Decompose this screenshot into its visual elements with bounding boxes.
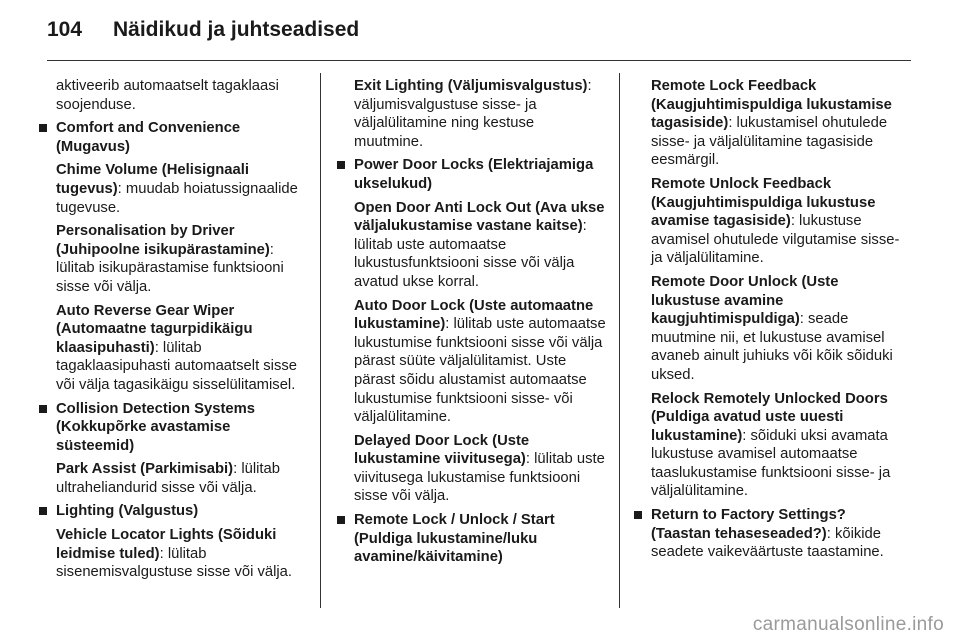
setting-description: : muudab hoiatussignaalide tugevuse.	[56, 180, 298, 216]
setting-term: Return to Factory Settings? (Taastan tehaseseaded?)	[651, 507, 846, 542]
page-header	[0, 0, 960, 62]
page-title: Näidikud ja juhtseadised	[113, 18, 360, 41]
bullet-lighting	[56, 502, 304, 581]
setting-personalisation	[56, 222, 304, 296]
setting-description: : lülitab uste automaatse lukustusfunktsiooni sisse või välja avatud ukse korral.	[354, 218, 587, 290]
setting-term: Vehicle Locator Lights (Sõiduki leidmise tuled)	[56, 527, 277, 562]
bullet-square-icon	[634, 511, 642, 519]
setting-chime	[56, 161, 304, 217]
bullet-square-icon	[39, 405, 47, 413]
setting-description: : seade muutmine nii, et lukustuse avamisel avaneb ainult juhiuks või kõik sõiduki uksed.	[651, 311, 893, 383]
setting-description: : sõiduki uksi avamata lukustuse avamisel automaatse taaslukustamise funktsiooni sisse- ja väljalülitamine.	[651, 427, 891, 500]
setting-factory-reset	[651, 506, 903, 562]
bullet-square-icon	[337, 161, 345, 169]
setting-term: Park Assist (Parkimisabi)	[56, 461, 234, 478]
setting-relock	[651, 390, 903, 502]
section-title-lighting: Lighting (Valgustus)	[56, 503, 199, 520]
watermark-text: carmanualsonline.info	[752, 614, 944, 635]
bullet-remote	[354, 511, 606, 567]
setting-delayed-lock	[354, 432, 606, 506]
setting-description: : väljumisvalgustuse sisse- ja väljalülitamine ning kestuse muutmine.	[354, 78, 592, 150]
setting-auto-lock	[354, 297, 606, 427]
setting-description: : lülitab uste automaatse lukustumise funktsiooni sisse või välja pärast süüte väljalülitamist. Uste pärast sõidu alustamist automaatse lukustumise funktsiooni sisse- või väljalülitamine.	[354, 316, 606, 426]
setting-description: : lülitab sisenemisvalgustuse sisse või välja.	[56, 545, 293, 581]
setting-description: : lukustuse avamisel ohutulede vilgutamise sisse- ja väljalülitamine.	[651, 213, 900, 267]
setting-exit-lighting	[354, 77, 606, 151]
bullet-collision	[56, 400, 304, 498]
bullet-square-icon	[39, 507, 47, 515]
setting-term: Auto Door Lock (Uste automaatne lukustamine)	[354, 297, 594, 333]
setting-description: : lukustamisel ohutulede sisse- ja väljalülitamine tagasiside eesmärgil.	[651, 115, 888, 169]
bullet-factory	[651, 506, 903, 562]
setting-term: Personalisation by Driver (Juhipoolne isikupärastamine)	[56, 223, 270, 258]
page-number: 104	[47, 18, 83, 41]
section-title-comfort: Comfort and Convenience (Mugavus)	[56, 120, 241, 155]
setting-term: Remote Lock Feedback (Kaugjuhtimispuldiga lukustamise tagasiside)	[651, 78, 892, 132]
bullet-square-icon	[39, 124, 47, 132]
setting-wiper	[56, 302, 304, 395]
setting-door-unlock	[651, 273, 903, 385]
bullet-comfort	[56, 119, 304, 394]
setting-term: Delayed Door Lock (Uste lukustamine viivitusega)	[354, 432, 530, 468]
setting-description: : lülitab tagaklaasipuhasti automaatselt sisse või välja tagasikäigu sisselülitamisel.	[56, 339, 297, 393]
section-title-remote: Remote Lock / Unlock / Start (Puldiga lukustamine/luku avamine/käivitamine)	[354, 512, 555, 566]
setting-description: : kõikide seadete vaikeväärtuste taastamine.	[651, 525, 884, 561]
header-divider	[47, 60, 911, 61]
setting-description: : lülitab ultraheliandurid sisse või välja.	[56, 461, 280, 496]
bullet-square-icon	[337, 516, 345, 524]
setting-locator	[56, 526, 304, 582]
setting-term: Auto Reverse Gear Wiper (Automaatne tagurpidikäigu klaasipuhasti)	[56, 302, 253, 356]
setting-term: Relock Remotely Unlocked Doors (Puldiga avatud uste uuesti lukustamine)	[651, 390, 888, 444]
setting-unlock-feedback	[651, 175, 903, 268]
column-divider-1	[320, 73, 321, 608]
setting-description: : lülitab uste viivitusega lukustamise funktsiooni sisse või välja.	[354, 451, 605, 505]
setting-lock-feedback	[651, 77, 903, 170]
setting-term: Open Door Anti Lock Out (Ava ukse väljalukustamise vastane kaitse)	[354, 199, 605, 235]
setting-anti-lockout	[354, 199, 606, 292]
column-1	[56, 77, 304, 587]
column-divider-2	[619, 73, 620, 608]
setting-term: Chime Volume (Helisignaali tugevus)	[56, 162, 249, 197]
setting-description: : lülitab isikupärastamise funktsiooni sisse või välja.	[56, 241, 284, 295]
section-title-power-locks: Power Door Locks (Elektriajamiga ukselukud)	[354, 157, 594, 192]
setting-term: Remote Door Unlock (Uste lukustuse avamine kaugjuhtimispuldiga)	[651, 273, 839, 328]
setting-term: Exit Lighting (Väljumisvalgustus)	[354, 78, 588, 94]
column-2	[354, 77, 606, 572]
section-title-collision: Collision Detection Systems (Kokkupõrke avastamise süsteemid)	[56, 400, 255, 454]
column-3	[651, 77, 903, 567]
setting-park-assist	[56, 460, 304, 497]
bullet-power-locks	[354, 156, 606, 506]
setting-term: Remote Unlock Feedback (Kaugjuhtimispuldiga lukustuse avamise tagasiside)	[651, 175, 876, 230]
intro-text: aktiveerib automaatselt tagaklaasi soojenduse.	[56, 78, 279, 113]
